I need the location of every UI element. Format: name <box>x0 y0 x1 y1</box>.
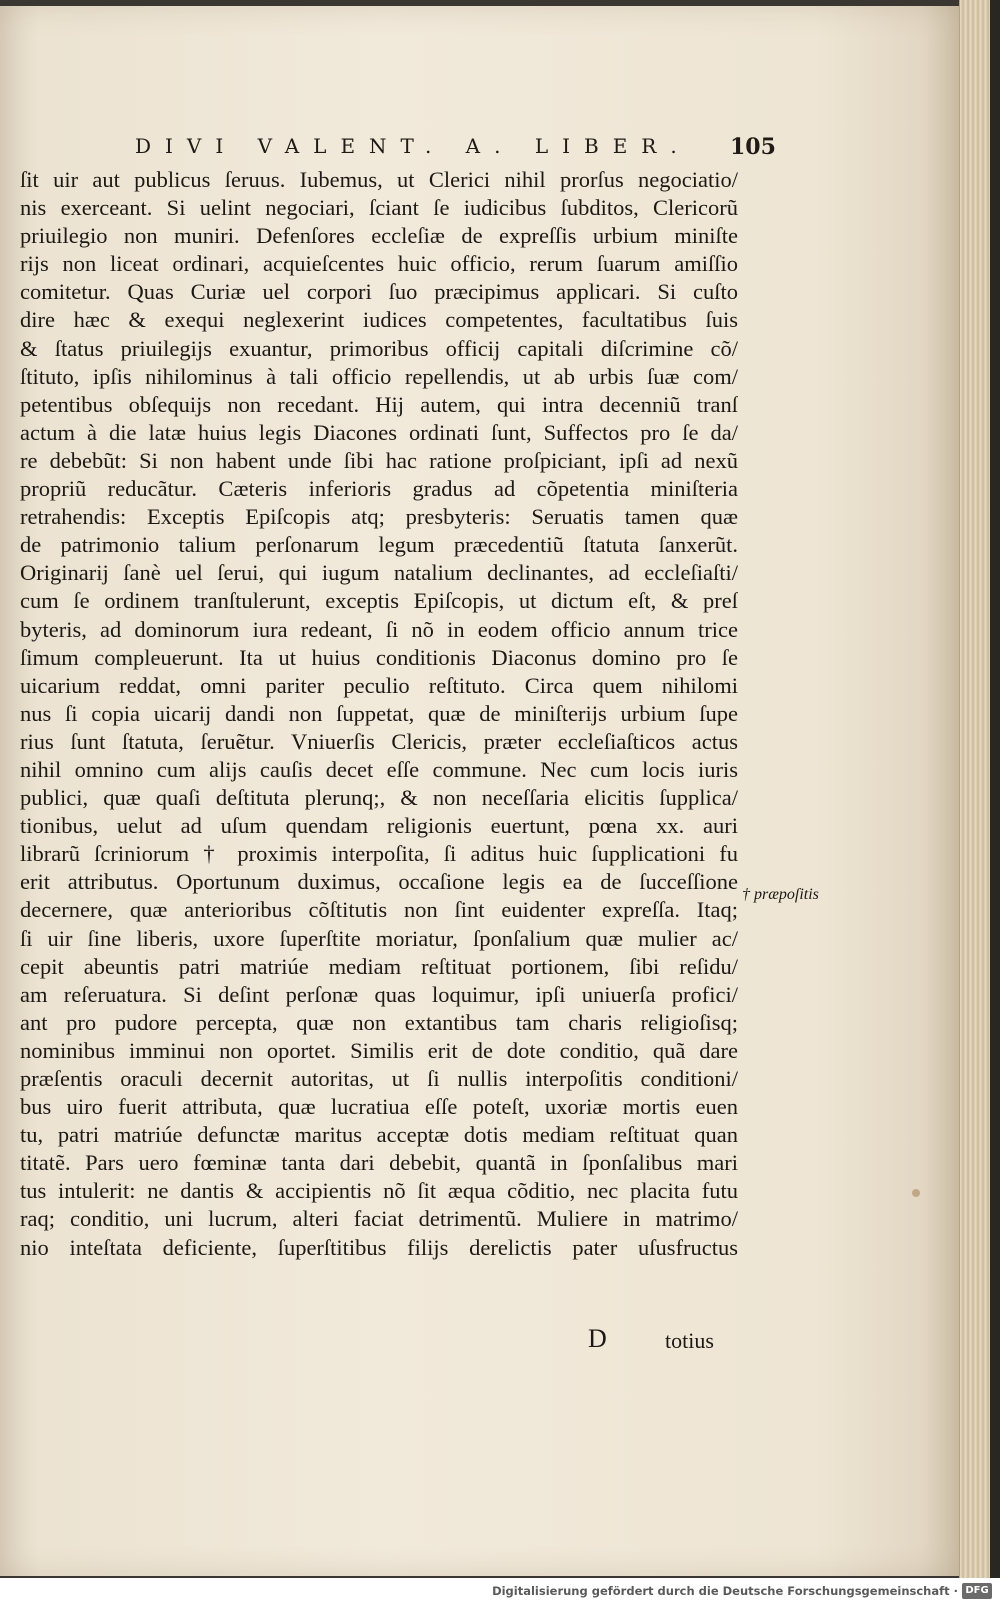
text-line: nus ſi copia uicarij dandi non ſuppetat, quæ de miniſterijs urbium ſupe <box>20 700 738 726</box>
text-line: Originarij ſanè uel ſerui, qui iugum natalium declinantes, ad eccleſiaſti/ <box>20 560 738 586</box>
text-line: dire hæc & exequi neglexerint iudices competentes, facultatibus ſuis <box>20 307 738 333</box>
text-line: titatẽ. Pars uero fœminæ tanta dari debebit, quantã in ſponſalibus mari <box>20 1150 738 1176</box>
text-line: nominibus imminui non oportet. Similis erit de dote conditio, quã dare <box>20 1037 738 1063</box>
catchword: totius <box>665 1328 714 1353</box>
text-line: ſi uir ſine liberis, uxore ſuperſtite moriatur, ſponſalium quæ mulier ac/ <box>20 925 738 951</box>
text-line: uicarium reddat, omni pariter peculio reſtituto. Circa quem nihilomi <box>20 672 738 698</box>
text-line: retrahendis: Exceptis Epiſcopis atq; presbyteris: Seruatis tamen quæ <box>20 504 738 530</box>
running-head: DIVI VALENT. A. LIBER. <box>135 134 691 158</box>
text-line: nio inteſtata deficiente, ſuperſtitibus filijs derelictis pater uſusfructus <box>20 1234 738 1260</box>
paper-stain <box>912 1189 920 1197</box>
text-line: librarũ ſcriniorum † proximis interpoſita, ſi aditus huic ſupplicationi fu <box>20 841 738 867</box>
text-line: erit attributus. Oportunum duximus, occaſione legis ea de ſucceſſione <box>20 869 738 895</box>
text-line: bus uiro fuerit attributa, quæ lucratiua eſſe poteſt, uxoriæ mortis euen <box>20 1094 738 1120</box>
dfg-logo: DFG <box>962 1583 992 1599</box>
text-line: de patrimonio talium perſonarum legum præcedentiũ ſtatuta ſanxerũt. <box>20 532 738 558</box>
text-line: tu, patri matriúe defunctæ maritus acceptæ dotis mediam reſtituat quan <box>20 1122 738 1148</box>
text-line: nihil omnino cum alijs cauſis decet eſſe commune. Nec cum locis iuris <box>20 756 738 782</box>
text-line: tus intulerit: ne dantis & accipientis nõ ſit æqua cõditio, nec placita futu <box>20 1178 738 1204</box>
text-line: nis exerceant. Si uelint negociari, ſciant ſe iudicibus ſubditos, Clericorũ <box>20 195 738 221</box>
text-line: raq; conditio, uni lucrum, alteri faciat detrimentũ. Muliere in matrimo/ <box>20 1206 738 1232</box>
text-line: propriũ reducãtur. Cæteris inferioris gradus ad cõpetentia miniſteria <box>20 476 738 502</box>
text-line: priuilegio non muniri. Defenſores eccleſiæ de expreſſis urbium miniſte <box>20 223 738 249</box>
text-line: comitetur. Quas Curiæ uel corpori ſuo præcipimus applicari. Si cuſto <box>20 279 738 305</box>
text-line: cum ſe ordinem tranſtulerunt, exceptis Epiſcopis, ut dictum eſt, & preſ <box>20 588 738 614</box>
text-line: ſit uir aut publicus ſeruus. Iubemus, ut Clerici nihil prorſus negociatio/ <box>20 167 738 192</box>
text-line: am reſeruatura. Si deſint perſonæ quas loquimur, ipſi uniuerſa profici/ <box>20 981 738 1007</box>
page-number: 105 <box>730 134 776 160</box>
text-line: rijs non liceat ordinari, acquieſcentes huic officio, rerum ſuarum amiſſio <box>20 251 738 277</box>
text-line: cepit abeuntis patri matriúe mediam reſtituat portionem, ſibi reſidu/ <box>20 953 738 979</box>
text-line: publici, quæ quaſi deſtituta plerunq;, & non neceſſaria elicitis ſupplica/ <box>20 785 738 811</box>
marginal-note: † præpoſitis <box>742 886 819 903</box>
text-line: decernere, quæ anterioribus cõſtitutis non ſint euidenter expreſſa. Itaq; <box>20 897 738 923</box>
signature-mark: D <box>588 1324 607 1353</box>
text-line: actum à die latæ huius legis Diacones ordinati ſunt, Suffectos pro ſe da/ <box>20 419 738 445</box>
book-page <box>0 6 960 1576</box>
text-line: tionibus, uelut ad uſum quendam religionis euertunt, pœna xx. auri <box>20 813 738 839</box>
text-line: & ſtatus priuilegijs exuantur, primoribus officij capitali diſcrimine cõ/ <box>20 335 738 361</box>
text-line: re debebũt: Si non habent unde ſibi hac ratione proſpiciant, ipſi ad nexũ <box>20 447 738 473</box>
text-line: ſtituto, ipſis nihilominus à tali officio repellendis, ut ab urbis ſuæ com/ <box>20 363 738 389</box>
text-line: ſimum compleuerunt. Ita ut huius conditionis Diaconus domino pro ſe <box>20 644 738 670</box>
body-text <box>20 166 738 1262</box>
text-line: byteris, ad dominorum iura redeant, ſi nõ in eodem officio annum trice <box>20 616 738 642</box>
book-edge-shadow <box>990 0 1000 1590</box>
text-line: ant pro pudore percepta, quæ non extantibus tam charis religioſisq; <box>20 1009 738 1035</box>
text-line: præſentis oraculi decernit autoritas, ut ſi nullis interpoſitis conditioni/ <box>20 1066 738 1091</box>
footer-credit: Digitalisierung gefördert durch die Deutsche Forschungsgemeinschaft · <box>492 1584 958 1598</box>
text-line: rius ſunt ſtatuta, ſeruẽtur. Vniuerſis Clericis, præter eccleſiaſticos actus <box>20 728 738 754</box>
text-line: petentibus obſequijs non recedant. Hij autem, qui intra decenniũ tranſ <box>20 391 738 417</box>
